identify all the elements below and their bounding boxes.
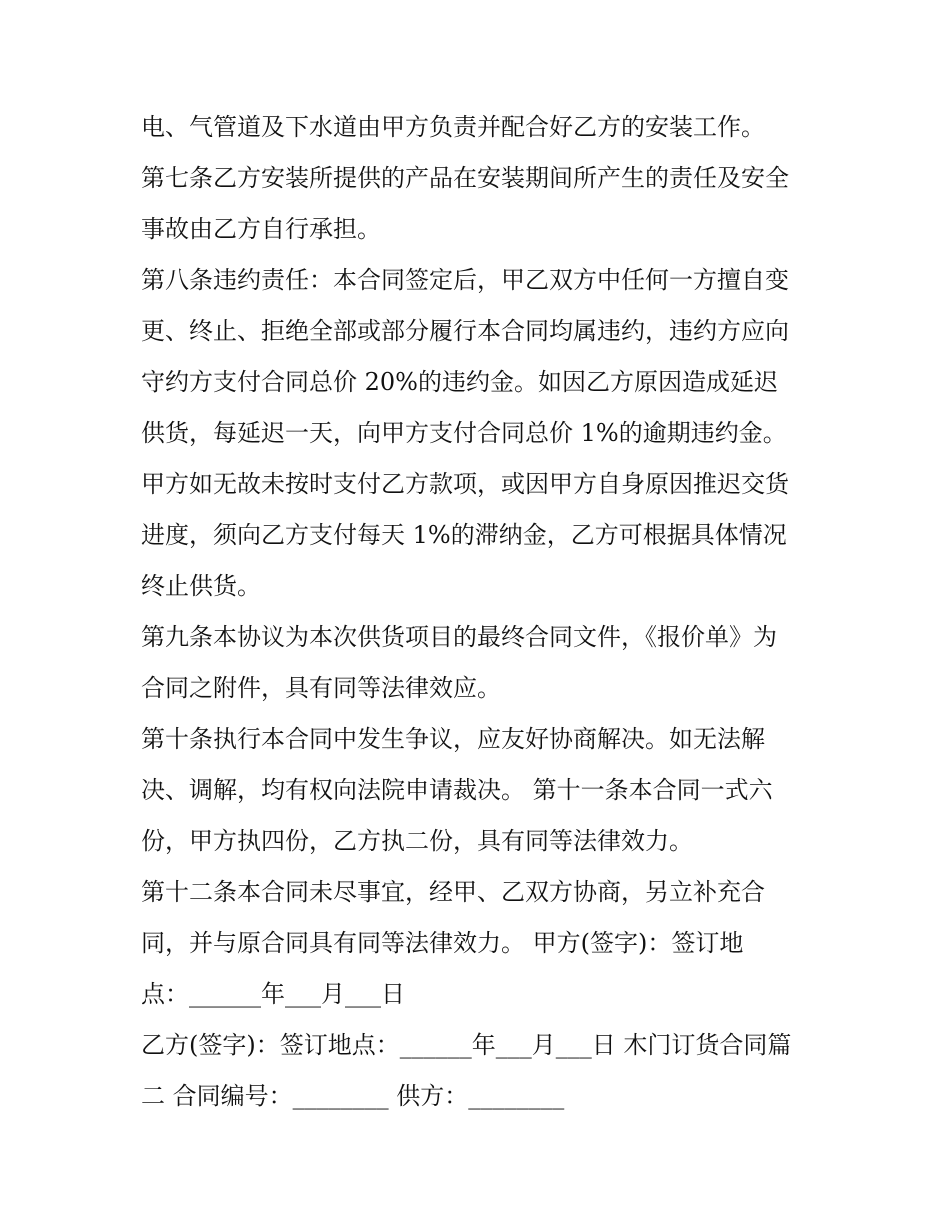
text-line: 事故由乙方自行承担。 [141, 215, 381, 243]
text-line: 点：______年___月___日 [141, 980, 405, 1008]
text-line: 更、终止、拒绝全部或部分履行本合同均属违约，违约方应向 [141, 317, 789, 345]
text-line: 决、调解，均有权向法院申请裁决。 第十一条本合同一式六 [141, 776, 773, 804]
text-line: 第八条违约责任：本合同签定后，甲乙双方中任何一方擅自变 [141, 266, 789, 294]
text-line: 乙方(签字)：签订地点：______年___月___日 木门订货合同篇 [141, 1031, 792, 1059]
text-line: 同，并与原合同具有同等法律效力。 甲方(签字)：签订地 [141, 929, 744, 957]
text-line: 第七条乙方安装所提供的产品在安装期间所产生的责任及安全 [141, 164, 789, 192]
text-line: 守约方支付合同总价 20%的违约金。如因乙方原因造成延迟 [141, 368, 778, 396]
text-line: 终止供货。 [141, 572, 261, 600]
text-line: 电、气管道及下水道由甲方负责并配合好乙方的安装工作。 [141, 113, 765, 141]
text-line: 第九条本协议为本次供货项目的最终合同文件，《报价单》为 [141, 623, 777, 651]
text-line: 二 合同编号：________ 供方：________ [141, 1082, 565, 1110]
text-line: 份，甲方执四份，乙方执二份，具有同等法律效力。 [141, 827, 693, 855]
text-line: 供货，每延迟一天，向甲方支付合同总价 1%的逾期违约金。 [141, 419, 787, 447]
text-line: 第十二条本合同未尽事宜，经甲、乙双方协商，另立补充合 [141, 878, 765, 906]
text-line: 进度，须向乙方支付每天 1%的滞纳金，乙方可根据具体情况 [141, 521, 787, 549]
text-line: 甲方如无故未按时支付乙方款项，或因甲方自身原因推迟交货 [141, 470, 789, 498]
text-line: 合同之附件，具有同等法律效应。 [141, 674, 501, 702]
text-line: 第十条执行本合同中发生争议，应友好协商解决。如无法解 [141, 725, 765, 753]
